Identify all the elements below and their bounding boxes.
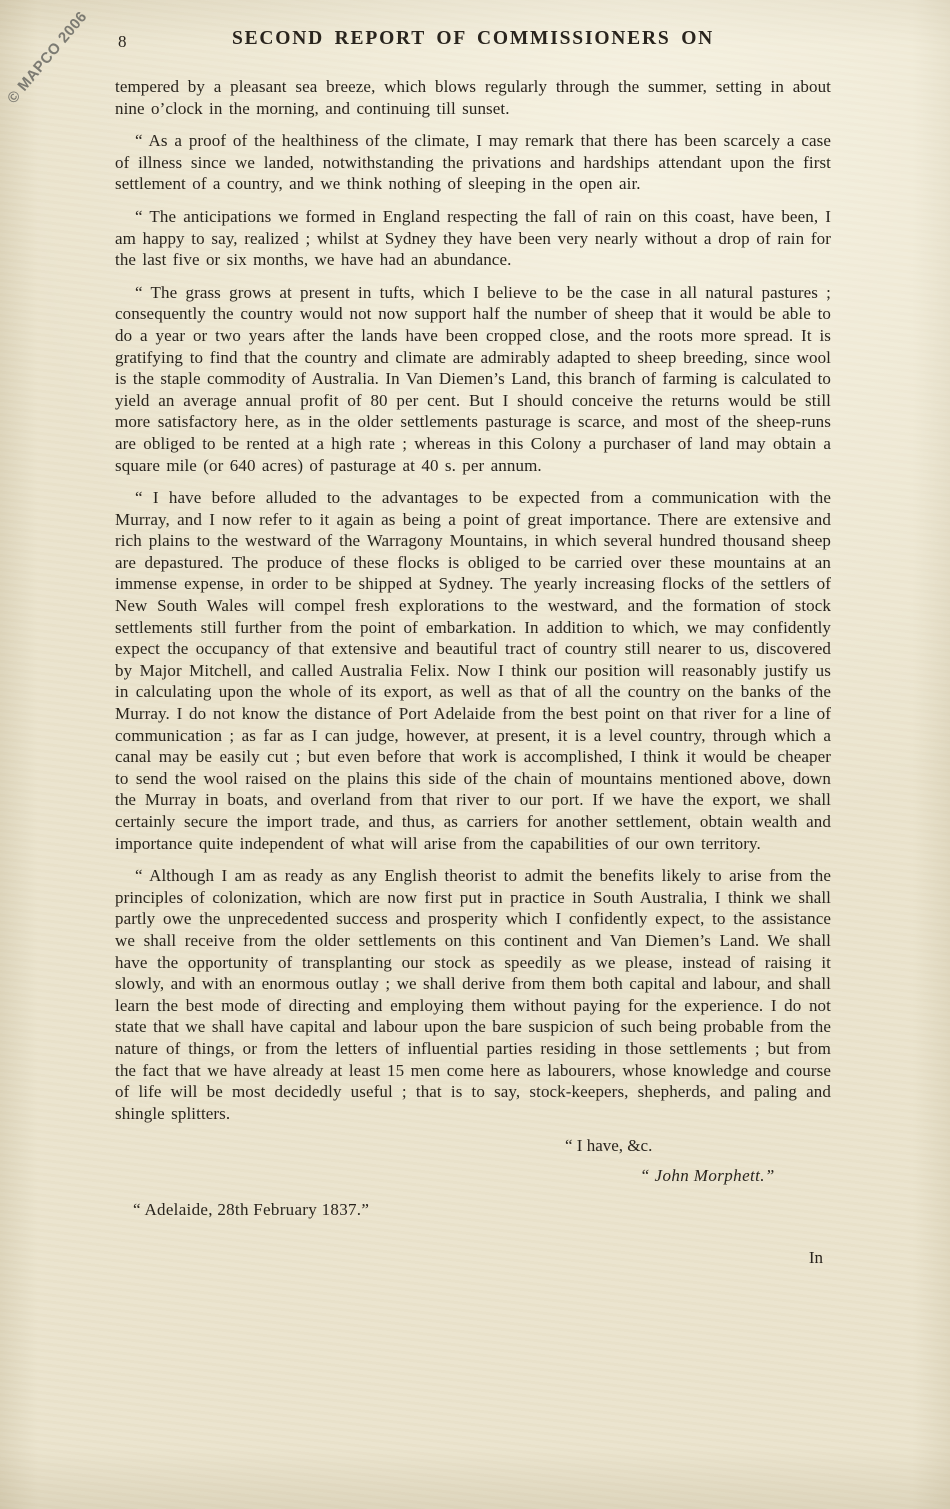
paragraph: “ As a proof of the healthiness of the climate, I may remark that there has been scarcely a case of illness since we landed, notwithstanding the privations and hardships attendant upon the first settlement of a country, and we think nothing of sleeping in the open air. bbox=[115, 131, 831, 194]
paragraph: “ The grass grows at present in tufts, which I believe to be the case in all natural pastures ; consequently the country would not now support half the number of sheep that it would be able to do a year or two years after the lands have been cropped close, and the roots more spread. It is gratifying to find that the country and climate are admirably adapted to sheep breeding, since wool is the staple commodity of Australia. In Van Diemen’s Land, this branch of farming is calculated to yield an average annual profit of 80 per cent. But I should conceive the returns would be still more satisfactory here, as in the older settlements pasturage is scarce, and most of the sheep-runs are obliged to be rented at a high rate ; whereas in this Colony a purchaser of land may obtain a square mile (or 640 acres) of pasturage at 40 s. per annum. bbox=[115, 282, 831, 475]
body-text bbox=[115, 76, 831, 1124]
page-number: 8 bbox=[118, 32, 127, 51]
running-header bbox=[115, 28, 831, 58]
paragraph: “ The anticipations we formed in England respecting the fall of rain on this coast, have been, I am happy to say, realized ; whilst at Sydney they have been very nearly without a drop of rain for the last five or six months, we have had an abundance. bbox=[115, 206, 831, 270]
catchword: In bbox=[808, 1248, 823, 1268]
letter-closing bbox=[115, 1135, 831, 1220]
paragraph-continuation: tempered by a pleasant sea breeze, which blows regularly through the summer, setting in about nine o’clock in the morning, and continuing till sunset. bbox=[115, 77, 831, 118]
paragraph: “ Although I am as ready as any English theorist to admit the benefits likely to arise from the principles of colonization, which are now first put in practice in South Australia, I think we shall partly owe the unprecedented success and prosperity which I confidently expect, to the assistance we shall receive from the older settlements on this continent and Van Diemen’s Land. We shall have the opportunity of transplanting our stock as speedily as we please, instead of raising it slowly, and with an enormous outlay ; we shall derive from them both capital and labour, and shall learn the best mode of directing and employing them without paying for the experience. I do not state that we shall have capital and labour upon the bare suspicion of such being probable from the nature of things, or from the letters of influential parties residing in those settlements ; but from the fact that we have already at least 15 men come here as labourers, whose knowledge and course of life will be most decidedly useful ; that is to say, stock-keepers, shepherds, and paling and shingle splitters. bbox=[115, 866, 831, 1123]
paragraph: “ I have before alluded to the advantages to be expected from a communication with the Murray, and I now refer to it again as being a point of great importance. There are extensive and rich plains to the westward of the Warragony Mountains, in which several hundred thousand sheep are depastured. The produce of these flocks is obliged to be carried over these mountains at an immense expense, in order to be shipped at Sydney. The yearly increasing flocks of the settlers of New South Wales will compel fresh explorations to the westward, and the formation of stock settlements still further from the point of embarkation. In addition to which, we may confidently expect the occupancy of that extensive and beautiful tract of country still nearer to us, discovered by Major Mitchell, and called Australia Felix. Now I think our position will reasonably justify us in calculating upon the whole of its export, as well as that of all the country on the banks of the Murray. I do not know the distance of Port Adelaide from the best point on that river for a line of communication ; as far as I can judge, however, at present, it is a level country, through which a canal may be easily cut ; but even before that work is accomplished, I think it would be cheaper to send the wool raised on the plains this side of the chain of mountains mentioned above, down the Murray in boats, and overland from that river to our port. If we have the export, we shall certainly secure the import trade, and thus, as carriers for another settlement, obtain wealth and importance quite independent of what will arise from the capabilities of our own territory. bbox=[115, 488, 831, 853]
text-column bbox=[115, 28, 831, 1268]
valediction: “ I have, &c. bbox=[565, 1136, 653, 1156]
copyright-watermark: © MAPCO 2006 bbox=[4, 8, 91, 107]
dateline: “ Adelaide, 28th February 1837.” bbox=[133, 1199, 370, 1219]
running-header-title: SECOND REPORT OF COMMISSIONERS ON bbox=[231, 28, 715, 49]
signature: “ John Morphett.” bbox=[640, 1165, 775, 1185]
